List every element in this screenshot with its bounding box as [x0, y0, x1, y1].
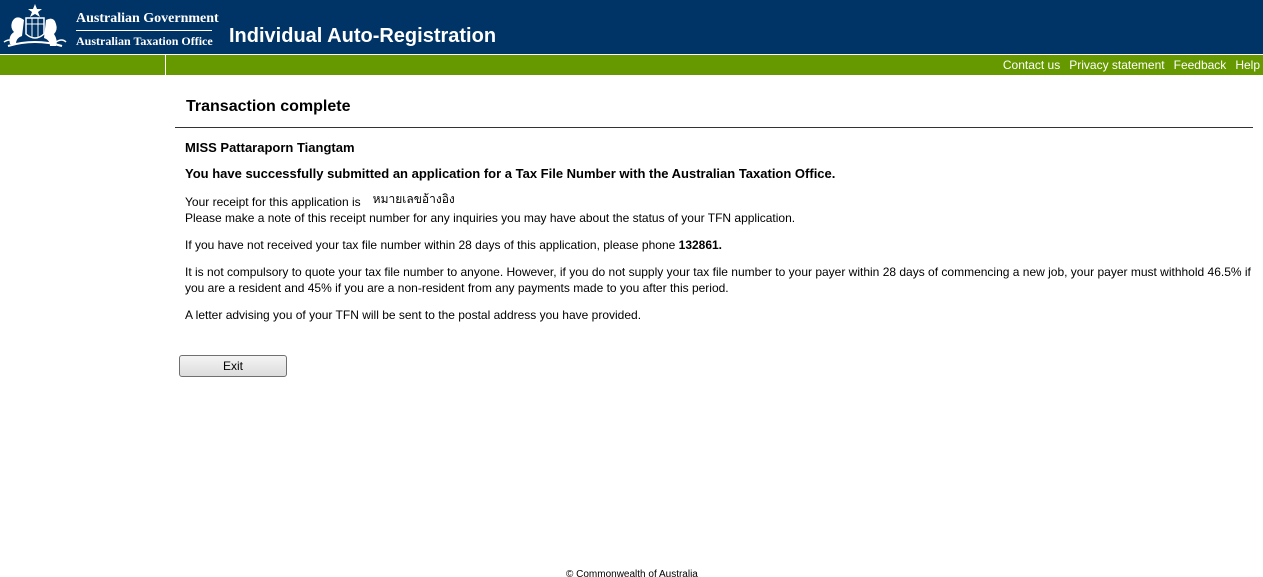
header-banner	[0, 0, 1263, 54]
exit-button[interactable]: Exit	[179, 355, 287, 377]
phone-text: If you have not received your tax file number within 28 days of this application, please phone	[185, 238, 676, 252]
page-title: Transaction complete	[186, 98, 351, 115]
nav-link-feedback[interactable]: Feedback	[1173, 58, 1227, 72]
receipt-note: Please make a note of this receipt number for any inquiries you may have about the status of your TFN application.	[185, 211, 796, 225]
government-brand	[76, 10, 219, 48]
phone-paragraph	[185, 237, 1253, 253]
coat-of-arms-icon	[0, 2, 70, 52]
phone-number: 132861.	[678, 238, 723, 252]
app-title: Individual Auto-Registration	[229, 25, 497, 47]
letter-paragraph: A letter advising you of your TFN will be sent to the postal address you have provided.	[185, 308, 642, 322]
nav-link-help[interactable]: Help	[1235, 58, 1260, 72]
nav-link-privacy-statement[interactable]: Privacy statement	[1069, 58, 1165, 72]
brand-divider	[76, 30, 212, 31]
nav-link-contact-us[interactable]: Contact us	[1002, 58, 1061, 72]
nav-divider	[165, 55, 166, 75]
main-content	[175, 90, 1253, 323]
receipt-label: Your receipt for this application is	[185, 195, 361, 209]
confirmation-body	[175, 140, 1253, 323]
success-message: You have successfully submitted an application for a Tax File Number with the Australian Taxation Office.	[185, 166, 836, 181]
receipt-number: หมายเลขอ้างอิง	[372, 192, 455, 206]
footer-copyright: © Commonwealth of Australia	[566, 569, 698, 577]
compulsory-paragraph: It is not compulsory to quote your tax file number to anyone. However, if you do not supply your tax file number to your payer within 28 days of commencing a new job, your payer must withhold 46.5% if you are a resident and 45% if you are a non-resident from any payments made to you after this period.	[185, 265, 1251, 295]
agency-name: Australian Taxation Office	[76, 34, 213, 48]
nav-links	[1003, 55, 1260, 75]
receipt-block	[185, 194, 1253, 226]
applicant-name: MISS Pattaraporn Tiangtam	[185, 140, 355, 155]
government-name: Australian Government	[76, 11, 219, 26]
title-divider	[175, 127, 1253, 128]
